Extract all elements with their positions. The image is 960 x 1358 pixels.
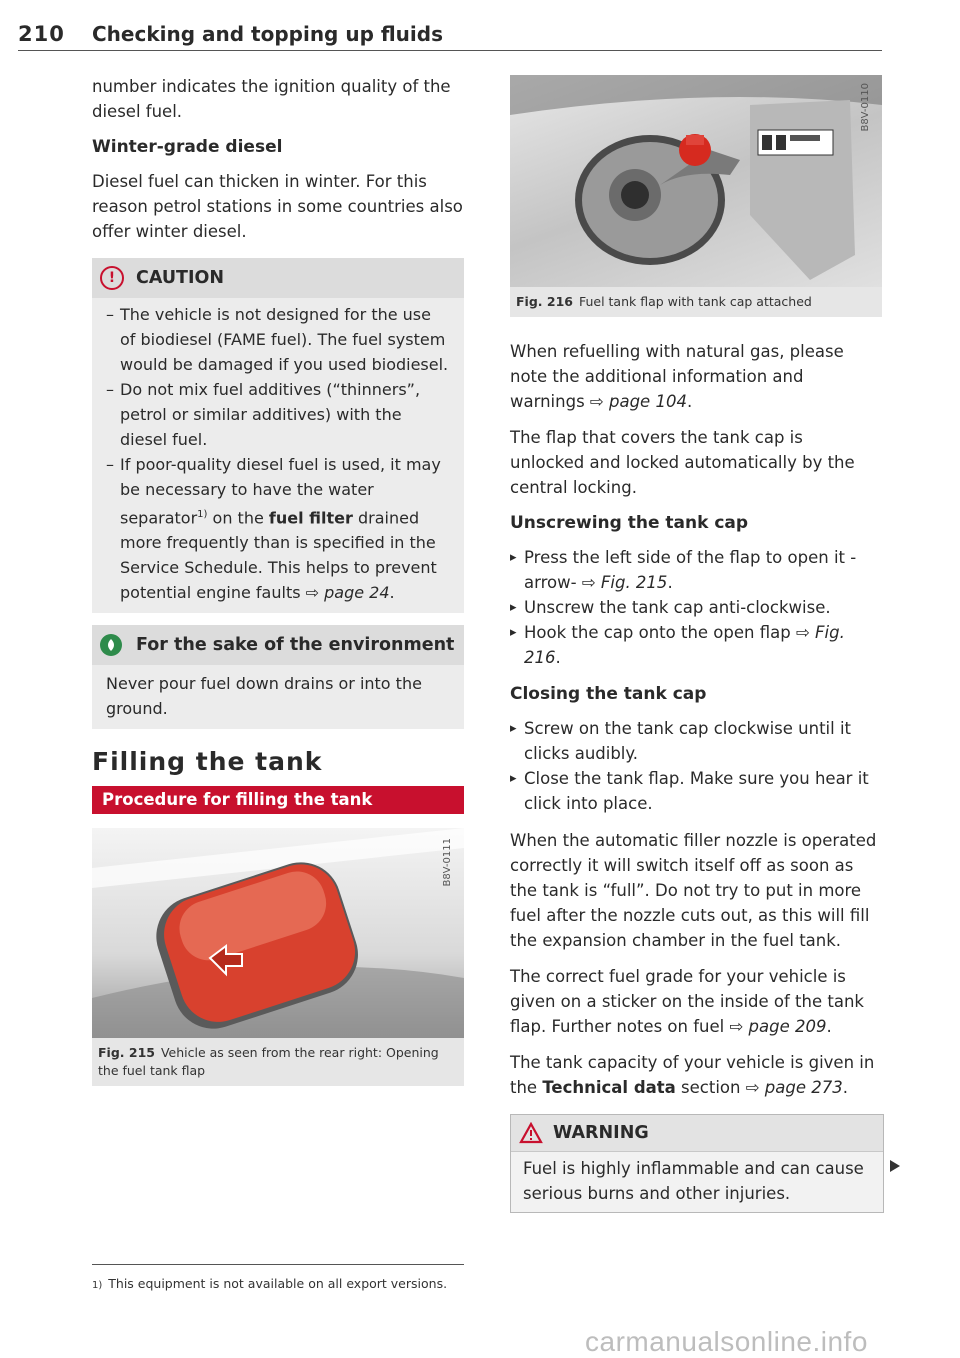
site-watermark: carmanualsonline.info [585,1326,868,1357]
chapter-title: Checking and topping up fluids [92,22,443,46]
caution-item: – Do not mix fuel additives (“thinners”, petrol or similar additives) with the diesel fuel. [106,377,450,452]
intro-paragraph: number indicates the ignition quality of the diesel fuel. [92,77,451,121]
figure-code: B8V-0111 [442,838,453,887]
figure-caption: Fig. 216 Fuel tank flap with tank cap attached [516,294,812,309]
figure-215 [92,828,464,1086]
leaf-icon [100,634,122,656]
footnote-rule [92,1264,464,1265]
warning-box [510,1114,884,1213]
closing-heading: Closing the tank cap [510,684,707,704]
caution-item: – The vehicle is not designed for the use of biodiesel (FAME fuel). The fuel system would be damaged if you used biodiesel. [106,302,450,377]
fuel-grade-paragraph: The correct fuel grade for your vehicle is given on a sticker on the inside of the tank flap. Further notes on fuel ⇨ page 209. [510,967,864,1036]
winter-paragraph: Diesel fuel can thicken in winter. For this reason petrol stations in some countries also offer winter diesel. [92,172,463,241]
central-locking-paragraph: The flap that covers the tank cap is unlocked and locked automatically by the central locking. [510,428,855,497]
footnote-marker: 1) [197,509,208,520]
figure-code: B8V-0110 [860,83,871,132]
figure-caption: Fig. 215 Vehicle as seen from the rear right: Opening the fuel tank flap [98,1045,439,1079]
warning-triangle-icon [519,1122,543,1144]
caution-icon: ! [100,266,124,290]
caution-item: – If poor-quality diesel fuel is used, it may be necessary to have the water separator$^{1)}$ on the fuel filter drained more frequently than is specified in the Service Schedule. This helps to prevent potential engine faults ⇨ page 24. [106,452,450,605]
environment-body: Never pour fuel down drains or into the ground. [92,665,464,729]
page-ref-link[interactable]: ⇨ page 104 [589,392,687,411]
step-item: ▸ Close the tank flap. Make sure you hear it click into place. [510,766,882,816]
environment-header [92,625,464,665]
warning-body: Fuel is highly inflammable and can cause serious burns and other injuries. [511,1152,883,1212]
step-item: ▸ Unscrew the tank cap anti-clockwise. [510,595,882,620]
figure-label: Fig. 215 [98,1045,155,1061]
closing-steps [510,716,882,816]
right-column [510,75,882,1213]
caution-title: CAUTION [136,267,225,288]
caution-header [92,258,464,298]
warning-title: WARNING [553,1122,649,1143]
winter-heading: Winter-grade diesel [92,137,283,157]
left-column [92,74,464,1086]
environment-title: For the sake of the environment [136,634,455,655]
page-ref-link[interactable]: ⇨ page 24 [305,583,390,603]
figure-label: Fig. 216 [516,294,573,309]
footnote: 1) This equipment is not available on all export versions. [92,1276,448,1291]
procedure-band: Procedure for filling the tank [92,786,464,814]
figure-ref-link[interactable]: ⇨ Fig. 215 [581,573,668,592]
warning-header [511,1115,883,1152]
capacity-paragraph: The tank capacity of your vehicle is given in the Technical data section ⇨ page 273. [510,1053,875,1097]
step-item: ▸ Hook the cap onto the open flap ⇨ Fig. 216. [510,620,882,670]
continue-arrow-icon [890,1160,900,1172]
page-number: 210 [18,22,65,46]
caution-body [92,298,464,613]
step-item: ▸ Screw on the tank cap clockwise until it clicks audibly. [510,716,882,766]
environment-box [92,625,464,729]
unscrew-heading: Unscrewing the tank cap [510,513,749,533]
fuel-flap-illustration [92,828,464,1038]
figure-216 [510,75,882,317]
header-rule [18,50,882,51]
footnote-mark: 1) [92,1280,103,1291]
figure-ref-link[interactable]: ⇨ Fig. 216 [524,623,845,667]
step-item: ▸ Press the left side of the flap to open it -arrow- ⇨ Fig. 215. [510,545,882,595]
nozzle-paragraph: When the automatic filler nozzle is operated correctly it will switch itself off as soon as the tank is “full”. Do not try to put in more fuel after the nozzle cuts out, as this will fill the expansion chamber in the fuel tank. [510,831,877,950]
page-ref-link[interactable]: ⇨ page 273 [745,1078,843,1097]
natural-gas-paragraph: When refuelling with natural gas, please note the additional information and warnings ⇨ page 104. [510,342,844,411]
caution-box [92,258,464,613]
unscrew-steps [510,545,882,670]
section-title: Filling the tank [92,747,323,777]
tank-cap-illustration [510,75,882,287]
page-ref-link[interactable]: ⇨ page 209 [729,1017,827,1036]
